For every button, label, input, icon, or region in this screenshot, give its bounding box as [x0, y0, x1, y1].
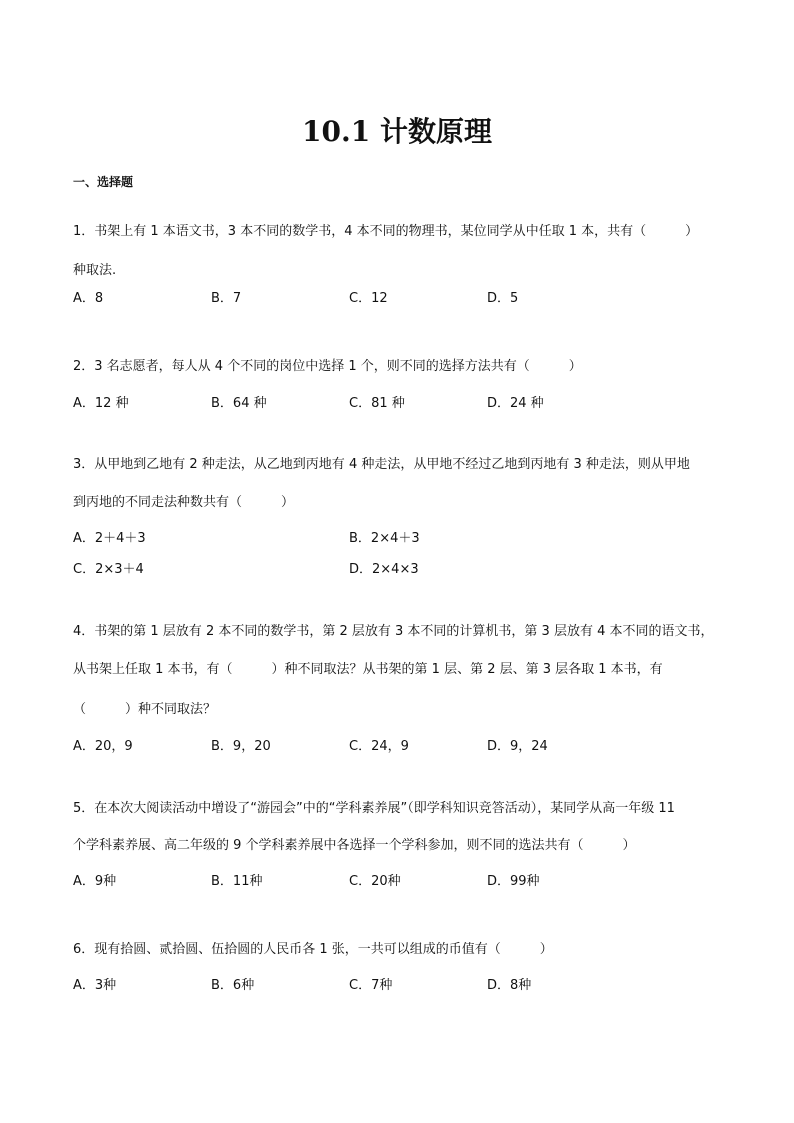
question-3-option-a: A．2＋4＋3: [73, 531, 146, 546]
question-5-line-1: 5．在本次大阅读活动中增设了“游园会”中的“学科素养展”（即学科知识竞答活动），某同学从高一年级 11: [73, 801, 675, 816]
question-2-option-d: D．24 种: [487, 396, 544, 411]
question-2-option-a: A．12 种: [73, 396, 129, 411]
section-heading: 一、选择题: [73, 175, 134, 189]
question-6-option-c: C．7种: [349, 978, 393, 993]
question-1-line-2: 种取法.: [73, 263, 117, 278]
question-3-line-1: 3．从甲地到乙地有 2 种走法，从乙地到丙地有 4 种走法，从甲地不经过乙地到丙地有 3 种走法，则从甲地: [73, 457, 690, 472]
question-6-option-d: D．8种: [487, 978, 532, 993]
question-1-line-1: 1．书架上有 1 本语文书，3 本不同的数学书，4 本不同的物理书，某位同学从中任取 1 本，共有（ ）: [73, 224, 699, 239]
question-4-option-d: D．9，24: [487, 739, 548, 754]
question-5-line-2: 个学科素养展、高二年级的 9 个学科素养展中各选择一个学科参加，则不同的选法共有（ ）: [73, 838, 636, 853]
question-4-option-a: A．20，9: [73, 739, 133, 754]
question-6-option-b: B．6种: [211, 978, 255, 993]
question-5-option-d: D．99种: [487, 874, 540, 889]
question-1-option-d: D．5: [487, 291, 519, 306]
question-1-option-a: A．8: [73, 291, 104, 306]
question-5-option-c: C．20种: [349, 874, 401, 889]
question-6-line-1: 6．现有拾圆、贰拾圆、伍拾圆的人民币各 1 张，一共可以组成的币值有（ ）: [73, 942, 553, 957]
question-3-option-c: C．2×3＋4: [73, 562, 144, 577]
question-1-option-b: B．7: [211, 291, 242, 306]
question-4-line-1: 4．书架的第 1 层放有 2 本不同的数学书，第 2 层放有 3 本不同的计算机书，第 3 层放有 4 本不同的语文书，: [73, 624, 714, 639]
question-3-option-d: D．2×4×3: [349, 562, 419, 577]
question-4-line-3: （ ）种不同取法？: [73, 702, 217, 717]
question-2-option-c: C．81 种: [349, 396, 405, 411]
question-1-option-c: C．12: [349, 291, 388, 306]
question-2-line-1: 2．3 名志愿者，每人从 4 个不同的岗位中选择 1 个，则不同的选择方法共有（ ）: [73, 359, 582, 374]
question-4-option-b: B．9，20: [211, 739, 271, 754]
question-5-option-a: A．9种: [73, 874, 117, 889]
question-4-line-2: 从书架上任取 1 本书，有（ ）种不同取法？从书架的第 1 层、第 2 层、第 3 层各取 1 本书，有: [73, 662, 663, 677]
question-4-option-c: C．24，9: [349, 739, 409, 754]
question-6-option-a: A．3种: [73, 978, 117, 993]
question-3-option-b: B．2×4＋3: [349, 531, 420, 546]
page-title: 10.1 计数原理: [302, 115, 492, 148]
question-2-option-b: B．64 种: [211, 396, 267, 411]
question-3-line-2: 到丙地的不同走法种数共有（ ）: [73, 495, 295, 510]
question-5-option-b: B．11种: [211, 874, 263, 889]
